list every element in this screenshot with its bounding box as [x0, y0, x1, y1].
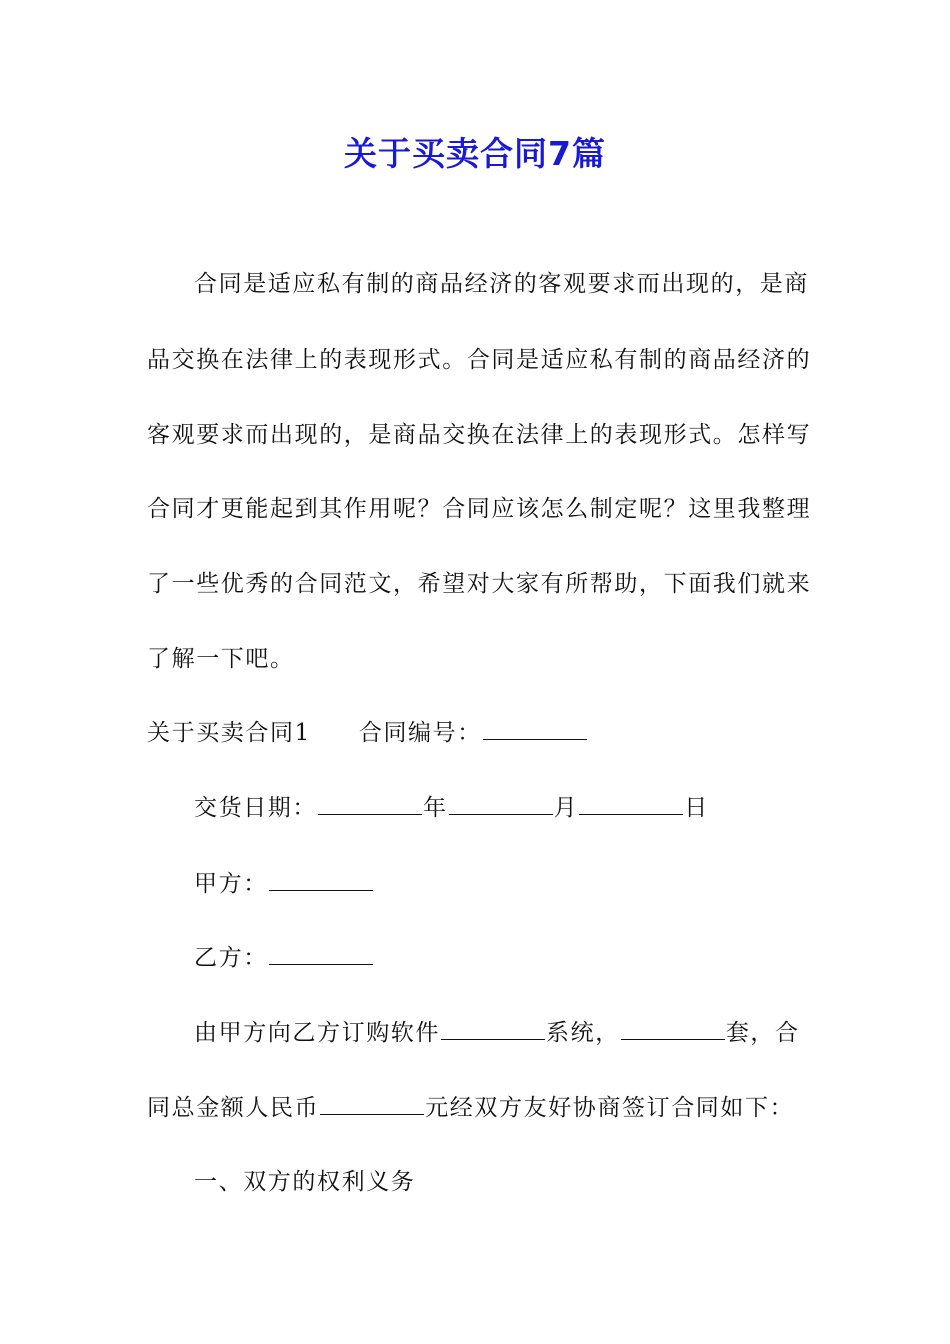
amount-text-1: 同总金额人民币	[147, 1095, 320, 1121]
document-title: 关于买卖合同7篇	[344, 134, 606, 173]
party-a-label: 甲方：	[194, 871, 268, 897]
year-blank	[318, 792, 422, 815]
party-b-blank	[269, 942, 373, 965]
amount-blank	[320, 1092, 424, 1115]
section-heading-row	[147, 717, 588, 749]
order-text-2: 系统，	[546, 1020, 620, 1046]
amount-row	[147, 1092, 794, 1124]
intro-line-3: 客观要求而出现的，是商品交换在法律上的表现形式。怎样写	[147, 422, 812, 448]
month-label: 月	[553, 795, 579, 821]
party-b-row	[194, 942, 374, 974]
delivery-date-row	[194, 792, 709, 824]
day-label: 日	[684, 795, 709, 821]
intro-line-2: 品交换在法律上的表现形式。合同是适应私有制的商品经济的	[147, 347, 812, 373]
section-heading: 关于买卖合同1	[147, 720, 311, 746]
intro-line-6: 了解一下吧。	[147, 646, 295, 672]
contract-number-blank	[483, 717, 587, 740]
party-a-blank	[269, 868, 373, 891]
quantity-blank	[621, 1017, 725, 1040]
intro-line-5: 了一些优秀的合同范文，希望对大家有所帮助，下面我们就来	[147, 571, 812, 597]
delivery-date-label: 交货日期：	[194, 795, 317, 821]
intro-line-1: 合同是适应私有制的商品经济的客观要求而出现的，是商	[194, 271, 809, 297]
party-b-label: 乙方：	[194, 945, 268, 971]
software-blank	[441, 1017, 545, 1040]
order-text-1: 由甲方向乙方订购软件	[194, 1020, 440, 1046]
year-label: 年	[423, 795, 448, 821]
order-row	[194, 1017, 800, 1049]
intro-line-4: 合同才更能起到其作用呢？合同应该怎么制定呢？这里我整理	[147, 496, 812, 522]
party-a-row	[194, 868, 374, 900]
month-blank	[449, 792, 553, 815]
contract-number-label: 合同编号：	[358, 720, 482, 746]
clause-heading: 一、双方的权利义务	[194, 1169, 416, 1195]
order-text-3: 套，合	[725, 1020, 800, 1046]
day-blank	[579, 792, 683, 815]
amount-text-2: 元经双方友好协商签订合同如下：	[425, 1095, 795, 1121]
